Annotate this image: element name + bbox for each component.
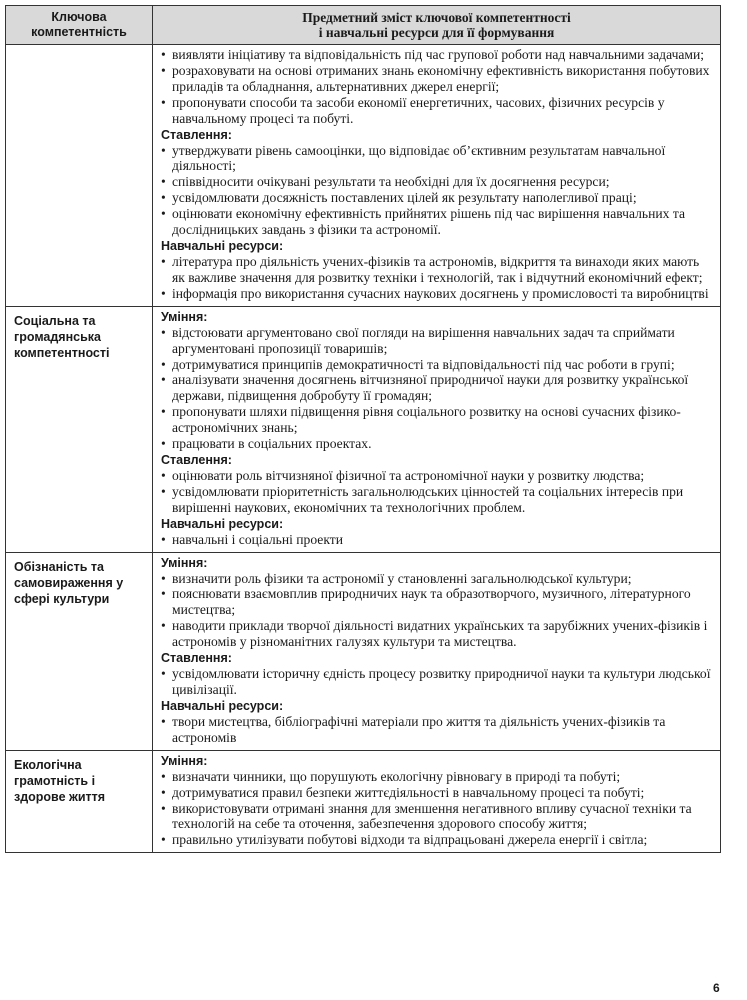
table-body — [6, 45, 721, 853]
competency-name-cell — [6, 750, 153, 853]
table-row — [6, 552, 721, 750]
list-item — [161, 586, 712, 618]
section-title: Навчальні ресурси: — [161, 516, 284, 531]
table-row — [6, 306, 721, 552]
bullet-icon: • — [161, 285, 166, 301]
list-item-text: дотримуватися правил безпеки життєдіяльності в навчальному процесі та побуті; — [172, 784, 645, 800]
bullet-icon: • — [161, 404, 166, 420]
list-item — [161, 785, 712, 801]
page-number: 6 — [713, 981, 720, 995]
bullet-icon: • — [161, 483, 166, 499]
column-header-competency — [6, 6, 153, 45]
section-title: Ставлення: — [161, 651, 232, 666]
bullet-list — [161, 666, 712, 698]
list-item-text: пропонувати способи та засоби економії енергетичних, часових, фізичних ресурсів у навчальному процесі та побуті. — [172, 94, 665, 126]
bullet-icon: • — [161, 531, 166, 547]
list-item-text: виявляти ініціативу та відповідальність під час групової роботи над навчальними задачами; — [172, 47, 705, 62]
list-item-text: усвідомлювати історичну єдність процесу розвитку природничої науки та культури людської цивілізації. — [172, 666, 711, 697]
list-item-text: усвідомлювати досяжність поставлених цілей як результату наполегливої праці; — [172, 190, 637, 206]
list-item — [161, 714, 712, 746]
list-item-text: література про діяльність учених-фізиків та астрономів, відкриття та винаходи яких мають як важливе значення для розвитку техніки і технологій, так і відчутний економічний ефект; — [172, 253, 703, 285]
list-item — [161, 357, 712, 373]
list-item — [161, 571, 712, 587]
list-item — [161, 404, 712, 436]
bullet-list — [161, 47, 712, 127]
list-item-text: співвідносити очікувані результати та необхідні для їх досягнення ресурси; — [172, 174, 610, 190]
list-item — [161, 286, 712, 302]
list-item-text: розраховувати на основі отриманих знань економічну ефективність використання побутових приладів та обладнання, альтернативних джерел енергії; — [172, 62, 710, 94]
table-row — [6, 45, 721, 307]
list-item — [161, 143, 712, 175]
list-item — [161, 801, 712, 833]
list-item — [161, 468, 712, 484]
competency-content-cell — [153, 750, 721, 853]
bullet-icon: • — [161, 62, 166, 78]
bullet-icon: • — [161, 47, 166, 62]
bullet-icon: • — [161, 586, 166, 602]
competency-name: Екологічна грамотність і здорове життя — [14, 757, 106, 804]
list-item — [161, 769, 712, 785]
column-header-content-line2: і навчальні ресурси для її формування — [318, 25, 555, 40]
section-title: Уміння: — [161, 555, 208, 570]
bullet-icon: • — [161, 174, 166, 190]
list-item — [161, 372, 712, 404]
list-item — [161, 325, 712, 357]
list-item-text: наводити приклади творчої діяльності видатних українських та зарубіжних учених-фізиків і астрономів у різноманітних галузях культури та мистецтва. — [172, 618, 708, 650]
competency-name: Соціальна та громадянська компетентності — [14, 313, 110, 360]
competency-name: Обізнаність та самовираження у сфері культури — [14, 559, 124, 606]
list-item-text: навчальні і соціальні проекти — [172, 531, 343, 547]
competency-content-cell — [153, 45, 721, 307]
bullet-list — [161, 325, 712, 452]
list-item — [161, 190, 712, 206]
bullet-list — [161, 143, 712, 238]
list-item-text: дотримуватися принципів демократичності та відповідальності під час роботи в групі; — [172, 356, 675, 372]
bullet-list — [161, 769, 712, 849]
bullet-icon: • — [161, 372, 166, 388]
section-title: Навчальні ресурси: — [161, 698, 284, 713]
list-item — [161, 206, 712, 238]
list-item — [161, 47, 712, 63]
list-item — [161, 484, 712, 516]
list-item-text: визначати чинники, що порушують екологічну рівновагу в природі та побуті; — [172, 768, 621, 784]
bullet-icon: • — [161, 436, 166, 452]
bullet-icon: • — [161, 94, 166, 110]
column-header-content — [153, 6, 721, 45]
section-title: Уміння: — [161, 753, 208, 768]
bullet-list — [161, 714, 712, 746]
list-item-text: відстоювати аргументовано свої погляди на вирішення навчальних задач та сприймати аргументовані пропозиції товаришів; — [172, 324, 675, 356]
competency-name-cell — [6, 552, 153, 750]
bullet-icon: • — [161, 324, 166, 340]
list-item — [161, 254, 712, 286]
column-header-content-line1: Предметний зміст ключової компетентності — [302, 10, 571, 25]
list-item — [161, 174, 712, 190]
bullet-list — [161, 571, 712, 651]
bullet-icon: • — [161, 713, 166, 729]
list-item-text: пропонувати шляхи підвищення рівня соціального розвитку на основі сучасних фізико-астрономічних знань; — [172, 404, 681, 436]
bullet-icon: • — [161, 768, 166, 784]
bullet-icon: • — [161, 666, 166, 682]
section-title: Навчальні ресурси: — [161, 238, 284, 253]
list-item-text: визначити роль фізики та астрономії у становленні загальнолюдської культури; — [172, 570, 632, 586]
list-item-text: оцінювати економічну ефективність прийнятих рішень під час вирішення навчальних та дослідницьких завдань з фізики та астрономії. — [172, 206, 685, 238]
list-item-text: твори мистецтва, бібліографічні матеріали про життя та діяльність учених-фізиків та астрономів — [172, 713, 666, 745]
list-item — [161, 532, 712, 548]
list-item-text: працювати в соціальних проектах. — [172, 436, 372, 452]
list-item — [161, 95, 712, 127]
list-item-text: правильно утилізувати побутові відходи та відпрацьовані джерела енергії і світла; — [172, 832, 648, 848]
list-item-text: усвідомлювати пріоритетність загальнолюдських цінностей та соціальних інтересів при вирішенні наукових, економічних та технологічних проблем. — [172, 483, 684, 515]
table-header-row — [6, 6, 721, 45]
list-item-text: використовувати отримані знання для зменшення негативного впливу сучасної техніки та технологій на себе та оточення, забезпечення здорового способу життя; — [172, 800, 692, 832]
bullet-icon: • — [161, 206, 166, 222]
list-item — [161, 666, 712, 698]
bullet-icon: • — [161, 253, 166, 269]
bullet-list — [161, 254, 712, 302]
bullet-icon: • — [161, 784, 166, 800]
bullet-icon: • — [161, 190, 166, 206]
bullet-list — [161, 468, 712, 516]
competency-content-cell — [153, 552, 721, 750]
bullet-icon: • — [161, 467, 166, 483]
bullet-icon: • — [161, 832, 166, 848]
list-item — [161, 618, 712, 650]
list-item — [161, 63, 712, 95]
bullet-icon: • — [161, 570, 166, 586]
table-row — [6, 750, 721, 853]
list-item-text: пояснювати взаємовплив природничих наук та образотворчого, музичного, літературного мистецтва; — [172, 586, 691, 618]
section-title: Ставлення: — [161, 452, 232, 467]
column-header-competency-text: Ключова компетентність — [31, 10, 127, 39]
list-item — [161, 832, 712, 848]
competency-name-cell — [6, 45, 153, 307]
list-item-text: інформація про використання сучасних наукових досягнень у промисловості та виробництві — [172, 285, 709, 301]
list-item — [161, 436, 712, 452]
competency-content-cell — [153, 306, 721, 552]
competency-table — [5, 5, 721, 853]
list-item-text: аналізувати значення досягнень вітчизняної природничої науки для розвитку української держави, підвищення добробуту її громадян; — [172, 372, 689, 404]
section-title: Уміння: — [161, 309, 208, 324]
list-item-text: утверджувати рівень самооцінки, що відповідає об’єктивним результатам навчальної діяльності; — [172, 142, 666, 174]
competency-name-cell — [6, 306, 153, 552]
bullet-list — [161, 532, 712, 548]
bullet-icon: • — [161, 800, 166, 816]
bullet-icon: • — [161, 142, 166, 158]
section-title: Ставлення: — [161, 127, 232, 142]
bullet-icon: • — [161, 618, 166, 634]
bullet-icon: • — [161, 356, 166, 372]
list-item-text: оцінювати роль вітчизняної фізичної та астрономічної науки у розвитку людства; — [172, 467, 645, 483]
